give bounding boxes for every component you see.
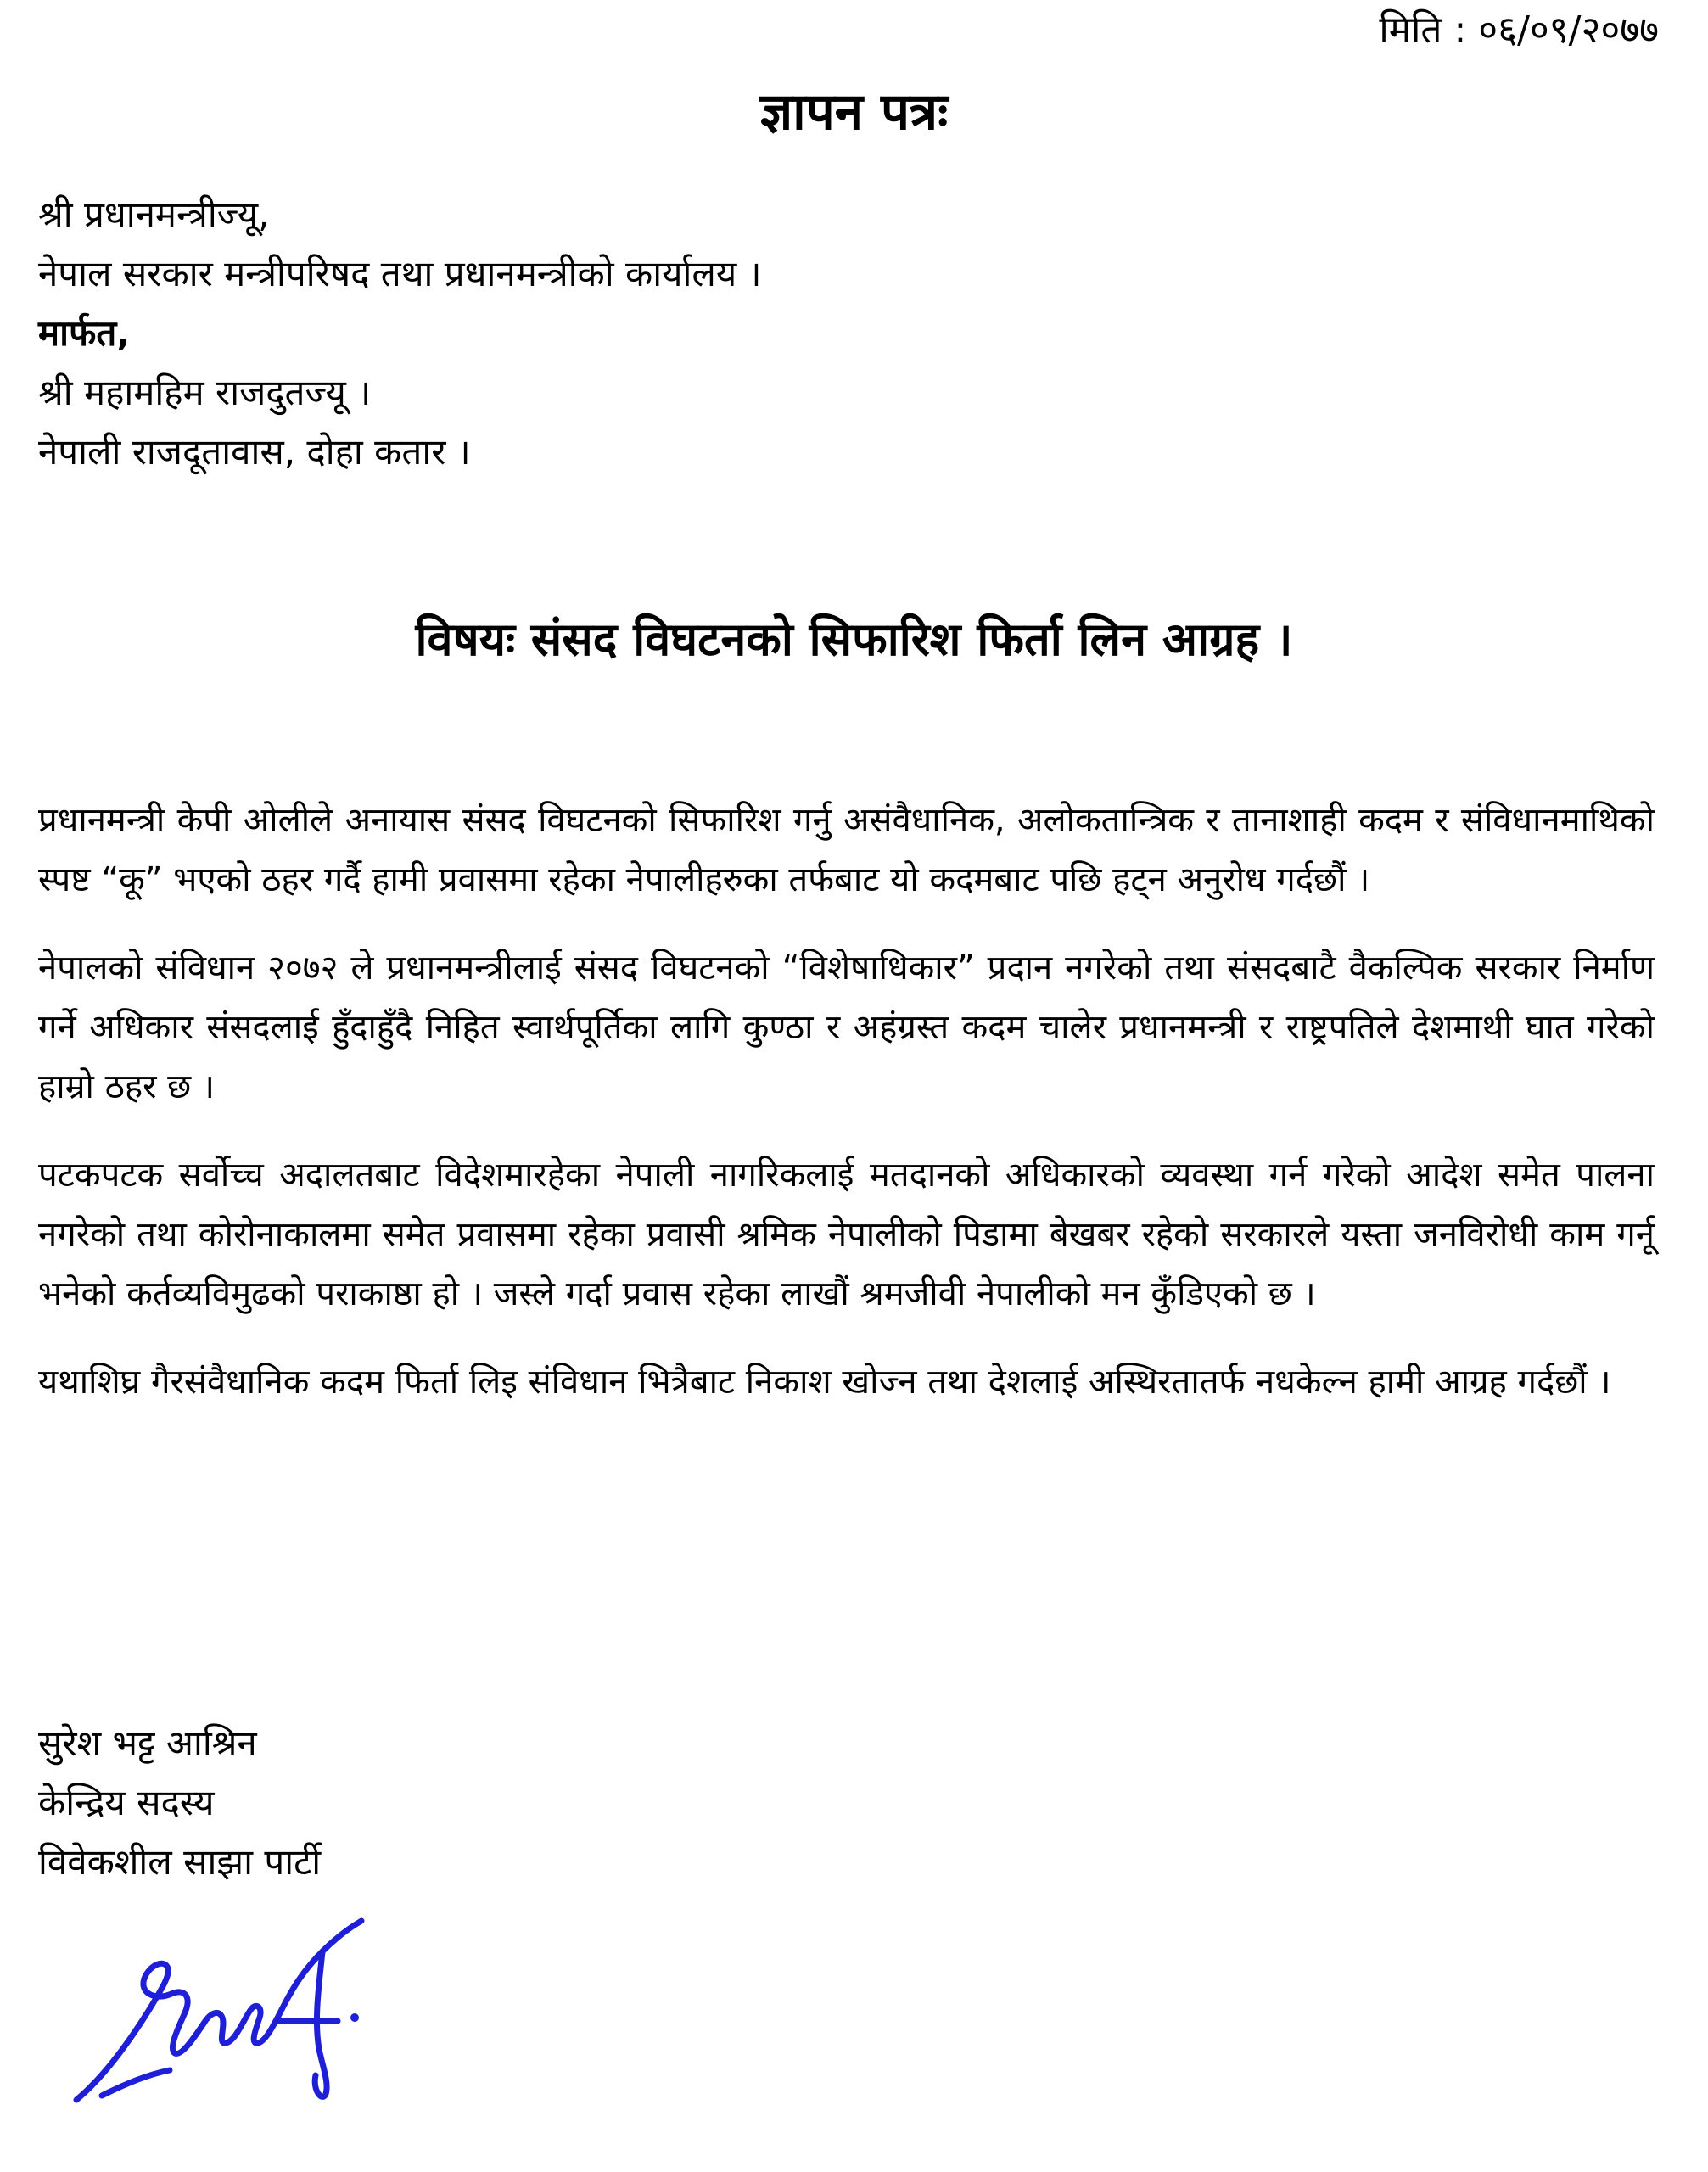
recipient-line-3: श्री महामहिम राजदुतज्यू । [38, 372, 372, 413]
recipient-line-2: नेपाल सरकार मन्त्रीपरिषद तथा प्रधानमन्त्रीको कार्यालय । [38, 253, 762, 294]
handwritten-signature [68, 1909, 399, 2104]
signatory-position: केन्द्रिय सदस्य [38, 1782, 215, 1823]
body-paragraph-4: यथाशिघ्र गैरसंवैधानिक कदम फिर्ता लिइ संविधान भित्रैबाट निकाश खोज्न तथा देशलाई अस्थिरतातर्फ नधकेल्न हामी आग्रह गर्दछौं । [38, 1363, 1611, 1402]
signatory-block [38, 1714, 321, 1892]
recipient-line-4: नेपाली राजदूतावास, दोहा कतार । [38, 431, 471, 473]
letter-body [38, 791, 1655, 1441]
body-paragraph-1: प्रधानमन्त्री केपी ओलीले अनायास संसद विघटनको सिफारिश गर्नु असंवैधानिक, अलोकतान्त्रिक र तानाशाही कदम र संविधानमाथिको स्पष्ट “कू” भएको ठहर गर्दै हामी प्रवासमा रहेका नेपालीहरुका तर्फबाट यो कदमबाट पछि हट्न अनुरोध गर्दछौं । [38, 801, 1655, 899]
signatory-organization: विवेकशील साझा पार्टी [38, 1841, 322, 1883]
subject-heading: विषयः संसद विघटनको सिफारिश फिर्ता लिन आग्रह । [415, 613, 1293, 666]
letter-date: मिति : ०६/०९/२०७७ [1379, 8, 1659, 52]
via-label: मार्फत, [38, 312, 131, 354]
recipient-line-1: श्री प्रधानमन्त्रीज्यू, [38, 193, 270, 235]
document-title: ज्ञापन पत्रः [759, 82, 949, 142]
body-paragraph-2: नेपालको संविधान २०७२ ले प्रधानमन्त्रीलाई संसद विघटनको “विशेषाधिकार” प्रदान नगरेको तथा संसदबाटै वैकल्पिक सरकार निर्माण गर्ने अधिकार संसदलाई हुँदाहुँदै निहित स्वार्थपूर्तिका लागि कुण्ठा र अहंग्रस्त कदम चालेर प्रधानमन्त्री र राष्ट्रपतिले देशमाथी घात गरेको हाम्रो ठहर छ । [38, 949, 1655, 1106]
signatory-name: सुरेश भट्ट आश्रिन [38, 1722, 257, 1764]
recipient-address-block [38, 185, 762, 482]
body-paragraph-3: पटकपटक सर्वोच्च अदालतबाट विदेशमारहेका नेपाली नागरिकलाई मतदानको अधिकारको व्यवस्था गर्न गरेको आदेश समेत पालना नगरेको तथा कोरोनाकालमा समेत प्रवासमा रहेका प्रवासी श्रमिक नेपालीको पिडामा बेखबर रहेको सरकारले यस्ता जनविरोधी काम गर्नू भनेको कर्तव्यविमुढको पराकाष्ठा हो । जस्ले गर्दा प्रवास रहेका लाखौं श्रमजीवी नेपालीको मन कुँडिएको छ । [38, 1156, 1655, 1313]
